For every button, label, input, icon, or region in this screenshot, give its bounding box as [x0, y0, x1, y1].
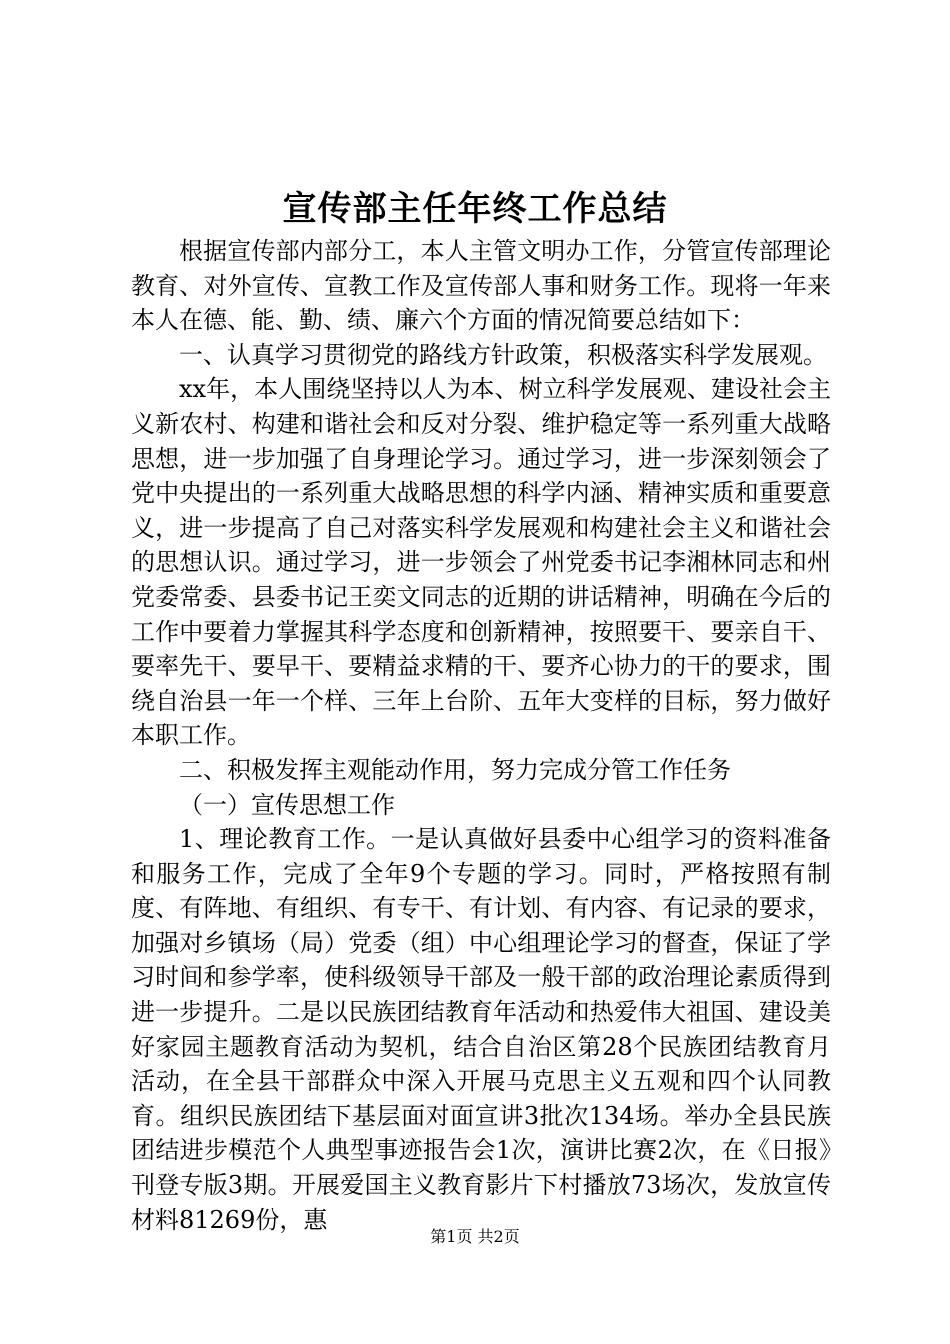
heading-section-1: 一、认真学习贯彻党的路线方针政策，积极落实科学发展观。 [179, 340, 827, 369]
document-title: 宣传部主任年终工作总结 [282, 189, 668, 229]
heading-subsection-1: （一）宣传思想工作 [179, 790, 395, 819]
paragraph-intro: 根据宣传部内部分工，本人主管文明办工作，分管宣传部理论教育、对外宣传、宣教工作及宣传部人事和财务工作。现将一年来本人在德、能、勤、绩、廉六个方面的情况简要总结如下： [131, 237, 831, 335]
heading-section-2: 二、积极发挥主观能动作用，努力完成分管工作任务 [179, 755, 731, 784]
document-body [131, 234, 831, 1237]
paragraph-study: xx年，本人围绕坚持以人为本、树立科学发展观、建设社会主义新农村、构建和谐社会和反对分裂、维护稳定等一系列重大战略思想，进一步加强了自身理论学习。通过学习，进一步深刻领会了党中央提出的一系列重大战略思想的科学内涵、精神实质和重要意义，进一步提高了自己对落实科学发展观和构建社会主义和谐社会的思想认识。通过学习，进一步领会了州党委书记李湘林同志和州党委常委、县委书记王奕文同志的近期的讲话精神，明确在今后的工作中要着力掌握其科学态度和创新精神，按照要干、要亲自干、要率先干、要早干、要精益求精的干、要齐心协力的干的要求，围绕自治县一年一个样、三年上台阶、五年大变样的目标，努力做好本职工作。 [131, 375, 831, 750]
page-footer: 第1页 共2页 [430, 1227, 520, 1246]
paragraph-theory-education: 1、理论教育工作。一是认真做好县委中心组学习的资料准备和服务工作，完成了全年9个专题的学习。同时，严格按照有制度、有阵地、有组织、有专干、有计划、有内容、有记录的要求，加强对乡镇场（局）党委（组）中心组理论学习的督查，保证了学习时间和参学率，使科级领导干部及一般干部的政治理论素质得到进一步提升。二是以民族团结教育年活动和热爱伟大祖国、建设美好家园主题教育活动为契机，结合自治区第28个民族团结教育月活动，在全县干部群众中深入开展马克思主义五观和四个认同教育。组织民族团结下基层面对面宣讲3批次134场。举办全县民族团结进步模范个人典型事迹报告会1次，演讲比赛2次，在《日报》刊登专版3期。开展爱国主义教育影片下村播放73场次，发放宣传材料81269份，惠 [131, 825, 831, 1234]
